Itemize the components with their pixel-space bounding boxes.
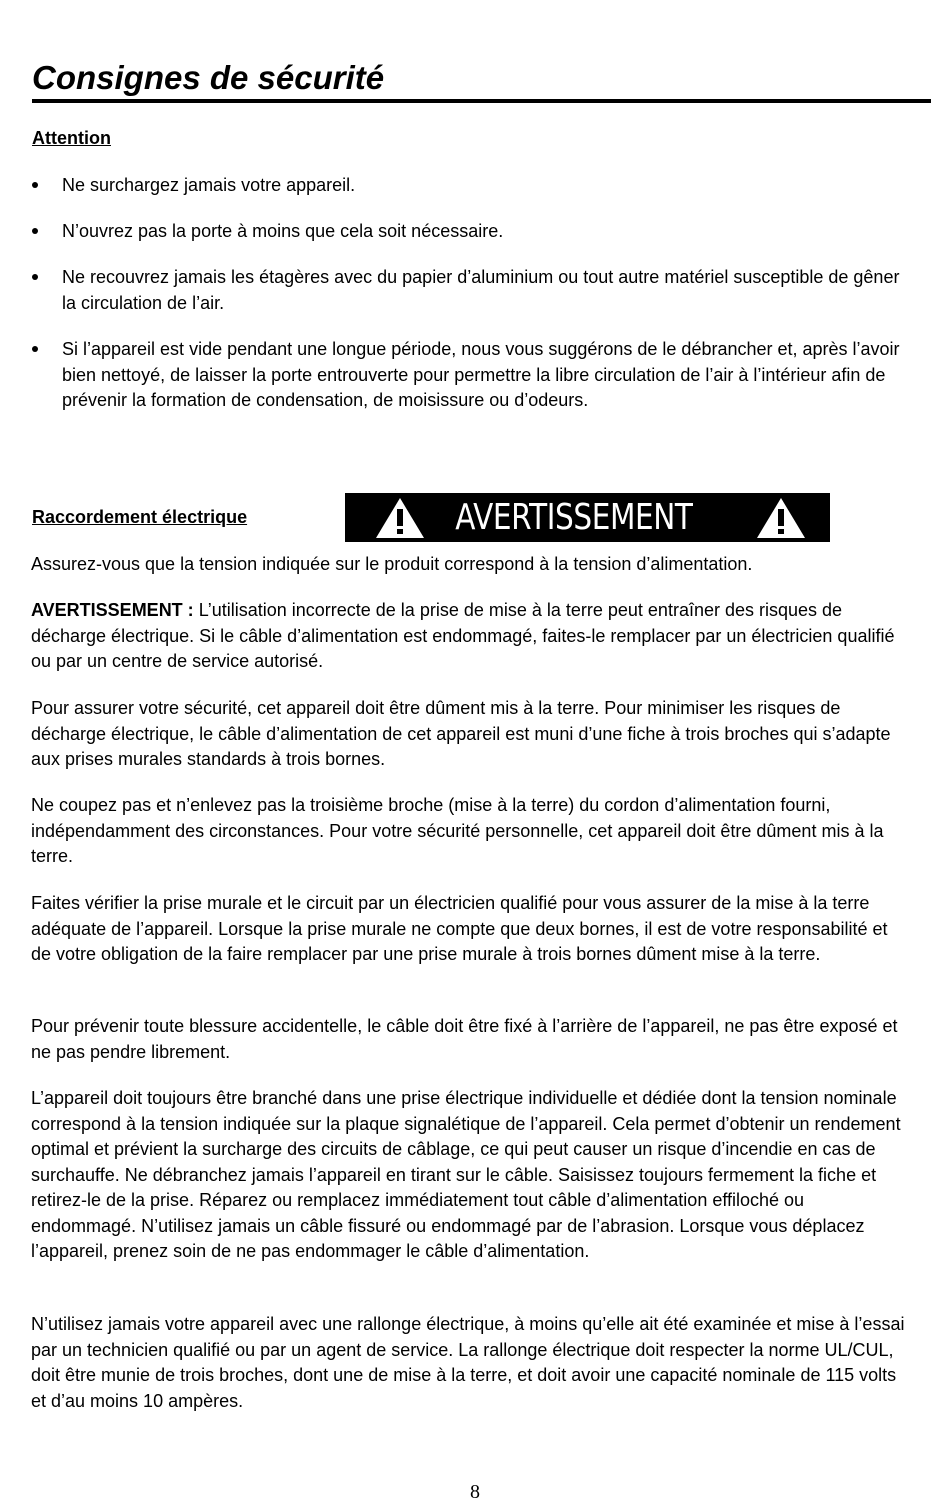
- page-title: Consignes de sécurité: [32, 59, 385, 96]
- paragraph-lead: AVERTISSEMENT :: [31, 600, 194, 620]
- warning-triangle-icon: [374, 496, 426, 540]
- warning-banner: [345, 493, 830, 542]
- attention-heading: Attention: [32, 128, 111, 148]
- list-item-text: N’ouvrez pas la porte à moins que cela soit nécessaire.: [62, 221, 504, 241]
- list-item-text: Si l’appareil est vide pendant une longue période, nous vous suggérons de le débrancher et, après l’avoir bien nettoyé, de laisser la porte entrouverte pour permettre la libre circulation de l’air à l’intérieur afin de prévenir la formation de condensation, de moisissure ou d’odeurs.: [62, 339, 900, 410]
- paragraph: [31, 891, 911, 968]
- bullet-icon: [32, 274, 38, 280]
- warning-banner-text: AVERTISSEMENT: [455, 497, 693, 538]
- paragraph: [31, 793, 911, 870]
- title-divider: [32, 99, 931, 103]
- paragraph: [31, 696, 911, 773]
- list-item-text: Ne recouvrez jamais les étagères avec du papier d’aluminium ou tout autre matériel susceptible de gêner la circulation de l’air.: [62, 267, 900, 313]
- paragraph: [31, 1312, 911, 1414]
- page-number: 8: [470, 1481, 480, 1503]
- bullet-icon: [32, 346, 38, 352]
- paragraph-text: Assurez-vous que la tension indiquée sur le produit correspond à la tension d’alimentation.: [31, 554, 753, 574]
- paragraph-text: N’utilisez jamais votre appareil avec une rallonge électrique, à moins qu’elle ait été examinée et mise à l’essai par un technicien qualifié ou par un agent de service. La rallonge électrique doit respecter la norme UL/CUL, doit être munie de trois broches, dont une de mise à la terre, et doit avoir une capacité nominale de 115 volts et d’au moins 10 ampères.: [31, 1314, 905, 1411]
- warning-paragraph: [31, 598, 911, 675]
- paragraph: [31, 1014, 911, 1065]
- paragraph: [31, 1086, 911, 1265]
- paragraph-text: Faites vérifier la prise murale et le circuit par un électricien qualifié pour vous assurer de la mise à la terre adéquate de l’appareil. Lorsque la prise murale ne compte que deux bornes, il est de votre responsabilité et de votre obligation de la faire remplacer par une prise murale à trois bornes dûment mise à la terre.: [31, 893, 888, 964]
- list-item-text: Ne surchargez jamais votre appareil.: [62, 175, 356, 195]
- paragraph-text: Ne coupez pas et n’enlevez pas la troisième broche (mise à la terre) du cordon d’alimentation fourni, indépendamment des circonstances. Pour votre sécurité personnelle, cet appareil doit être dûment mis à la terre.: [31, 795, 884, 866]
- paragraph: [31, 552, 911, 578]
- bullet-icon: [32, 228, 38, 234]
- paragraph-text: L’appareil doit toujours être branché dans une prise électrique individuelle et dédiée dont la tension nominale correspond à la tension indiquée sur la plaque signalétique de l’appareil. Cela permet d’obtenir un rendement optimal et prévient la surcharge des circuits de câblage, ce qui peut causer un risque d’incendie en cas de surchauffe. Ne débranchez jamais l’appareil en tirant sur le câble. Saisissez toujours fermement la fiche et retirez-le de la prise. Réparez ou remplacez immédiatement tout câble d’alimentation effiloché ou endommagé. N’utilisez jamais un câble fissuré ou endommagé par de l’abrasion. Lorsque vous déplacez l’appareil, prenez soin de ne pas endommager le câble d’alimentation.: [31, 1088, 901, 1261]
- paragraph-text: L’utilisation incorrecte de la prise de mise à la terre peut entraîner des risques de décharge électrique. Si le câble d’alimentation est endommagé, faites-le remplacer par un électricien qualifié ou par un centre de service autorisé.: [31, 600, 895, 671]
- bullet-icon: [32, 182, 38, 188]
- paragraph-text: Pour assurer votre sécurité, cet appareil doit être dûment mis à la terre. Pour minimiser les risques de décharge électrique, le câble d’alimentation de cet appareil est muni d’une fiche à trois broches qui s’adapte aux prises murales standards à trois bornes.: [31, 698, 891, 769]
- paragraph-text: Pour prévenir toute blessure accidentelle, le câble doit être fixé à l’arrière de l’appareil, ne pas être exposé et ne pas pendre librement.: [31, 1016, 898, 1062]
- warning-triangle-icon: [755, 496, 807, 540]
- electrical-heading: Raccordement électrique: [32, 507, 248, 527]
